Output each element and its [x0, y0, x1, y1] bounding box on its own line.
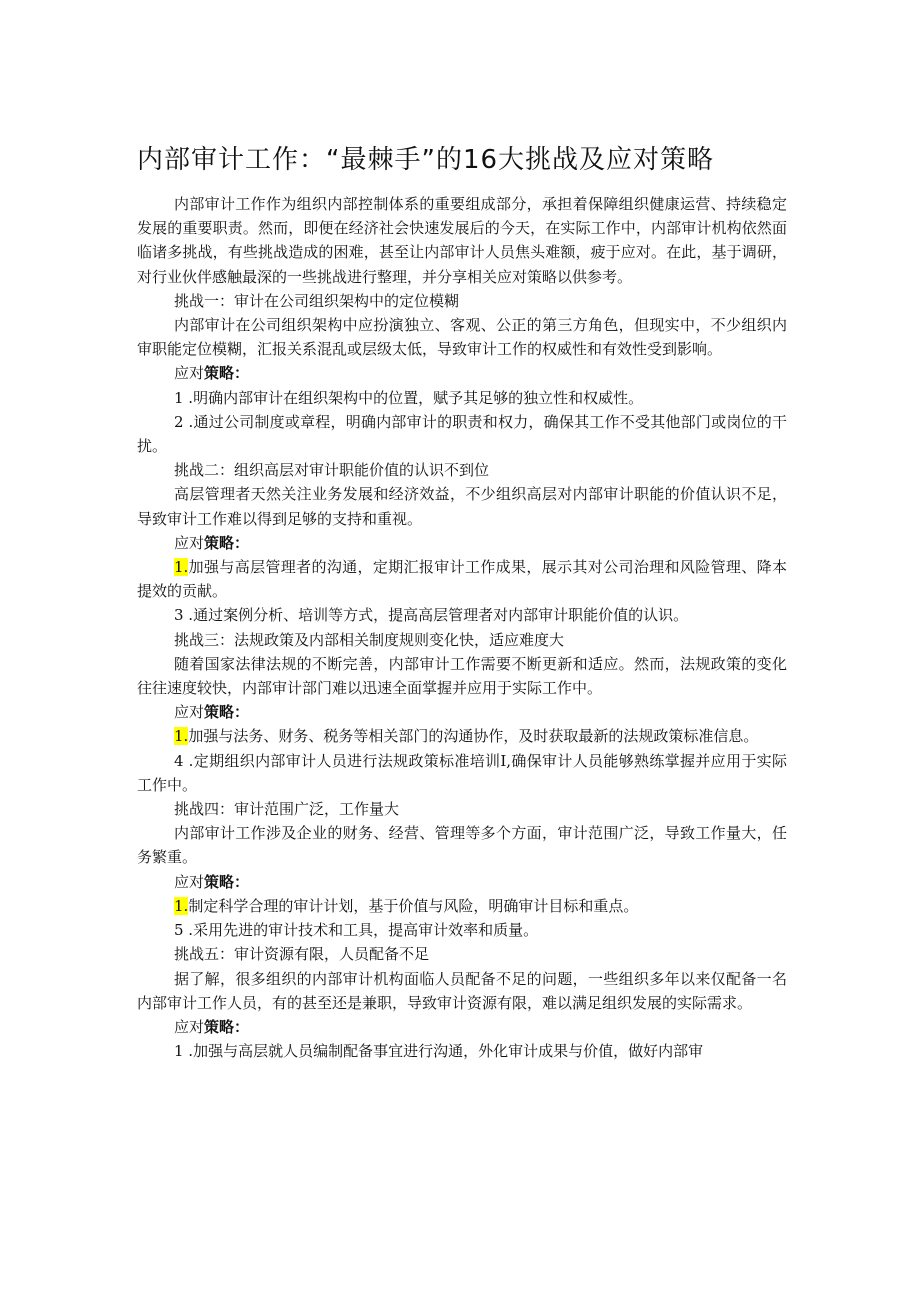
highlighted-number: 1.	[174, 727, 189, 746]
highlighted-number: 1.	[174, 558, 189, 577]
challenge-3-strategy-1	[137, 724, 787, 748]
challenge-4-strategy-1	[137, 894, 787, 918]
challenge-3-description: 随着国家法律法规的不断完善，内部审计工作需要不断更新和适应。然而，法规政策的变化往往速度较快，内部审计部门难以迅速全面掌握并应用于实际工作中。	[137, 654, 787, 698]
challenge-2-description: 高层管理者天然关注业务发展和经济效益，不少组织高层对内部审计职能的价值认识不足，导致审计工作难以得到足够的支持和重视。	[137, 485, 787, 528]
strategy-label	[137, 361, 787, 385]
challenge-4-heading: 挑战四：审计范围广泛，工作量大	[174, 800, 400, 819]
document-title: 内部审计工作：“最棘手”的16大挑战及应对策略	[137, 145, 715, 175]
strategy-label	[137, 700, 787, 724]
challenge-5-strategy-1: 1 .加强与高层就人员编制配备事宜进行沟通，外化审计成果与价值，做好内部审	[174, 1042, 704, 1061]
challenge-4-description: 内部审计工作涉及企业的财务、经营、管理等多个方面，审计范围广泛，导致工作量大，任务繁重。	[137, 824, 787, 867]
strategy-bold: 策略：	[204, 872, 250, 891]
strategy-text: 加强与高层管理者的沟通，定期汇报审计工作成果，展示其对公司治理和风险管理、降本提效的贡献。	[137, 558, 787, 601]
highlighted-number: 1.	[174, 896, 189, 915]
challenge-1-strategy-1: 1 .明确内部审计在组织架构中的位置，赋予其足够的独立性和权威性。	[174, 388, 644, 407]
strategy-prefix: 应对	[174, 703, 205, 722]
strategy-text: 加强与法务、财务、税务等相关部门的沟通协作，及时获取最新的法规政策标准信息。	[188, 727, 759, 746]
strategy-prefix: 应对	[174, 1017, 205, 1036]
challenge-1-heading: 挑战一：审计在公司组织架构中的定位模糊	[174, 291, 460, 310]
challenge-1-strategy-2: 2 .通过公司制度或章程，明确内部审计的职责和权力，确保其工作不受其他部门或岗位的干扰。	[137, 412, 787, 456]
challenge-5-heading: 挑战五：审计资源有限，人员配备不足	[174, 945, 430, 964]
strategy-label	[137, 531, 787, 555]
strategy-bold: 策略：	[204, 364, 250, 383]
challenge-2-heading: 挑战二：组织高层对审计职能价值的认识不到位	[174, 461, 490, 480]
challenge-2-strategy-1	[137, 555, 787, 603]
strategy-bold: 策略：	[204, 1017, 250, 1036]
intro-paragraph: 内部审计工作作为组织内部控制体系的重要组成部分，承担着保障组织健康运营、持续稳定发展的重要职责。然而，即便在经济社会快速发展后的今天，在实际工作中，内部审计机构依然面临诸多挑战，有些挑战造成的困难，甚至让内部审计人员焦头难额，疲于应对。在此，基于调研，对行业伙伴感触最深的一些挑战进行整理，并分享相关应对策略以供参考。	[137, 195, 787, 286]
strategy-prefix: 应对	[174, 872, 205, 891]
strategy-prefix: 应对	[174, 533, 205, 552]
strategy-bold: 策略：	[204, 533, 250, 552]
challenge-3-strategy-2: 4 .定期组织内部审计人员进行法规政策标准培训I,确保审计人员能够熟练掌握并应用于实际工作中。	[137, 751, 787, 794]
challenge-5-description: 据了解，很多组织的内部审计机构面临人员配备不足的问题，一些组织多年以来仅配备一名内部审计工作人员，有的甚至还是兼职，导致审计资源有限，难以满足组织发展的实际需求。	[137, 969, 787, 1012]
challenge-3-heading: 挑战三：法规政策及内部相关制度规则变化快，适应难度大	[174, 630, 565, 649]
strategy-text: 制定科学合理的审计计划，基于价值与风险，明确审计目标和重点。	[188, 896, 639, 915]
challenge-4-strategy-2: 5 .采用先进的审计技术和工具，提高审计效率和质量。	[174, 921, 539, 940]
strategy-bold: 策略：	[204, 703, 250, 722]
document-body	[137, 192, 787, 1063]
strategy-label	[137, 1015, 787, 1039]
challenge-2-strategy-2: 3 .通过案例分析、培训等方式，提高高层管理者对内部审计职能价值的认识。	[174, 606, 689, 625]
challenge-1-description: 内部审计在公司组织架构中应扮演独立、客观、公正的第三方角色，但现实中，不少组织内审职能定位模糊，汇报关系混乱或层级太低，导致审计工作的权威性和有效性受到影响。	[137, 316, 787, 359]
strategy-prefix: 应对	[174, 364, 205, 383]
strategy-label	[137, 870, 787, 894]
